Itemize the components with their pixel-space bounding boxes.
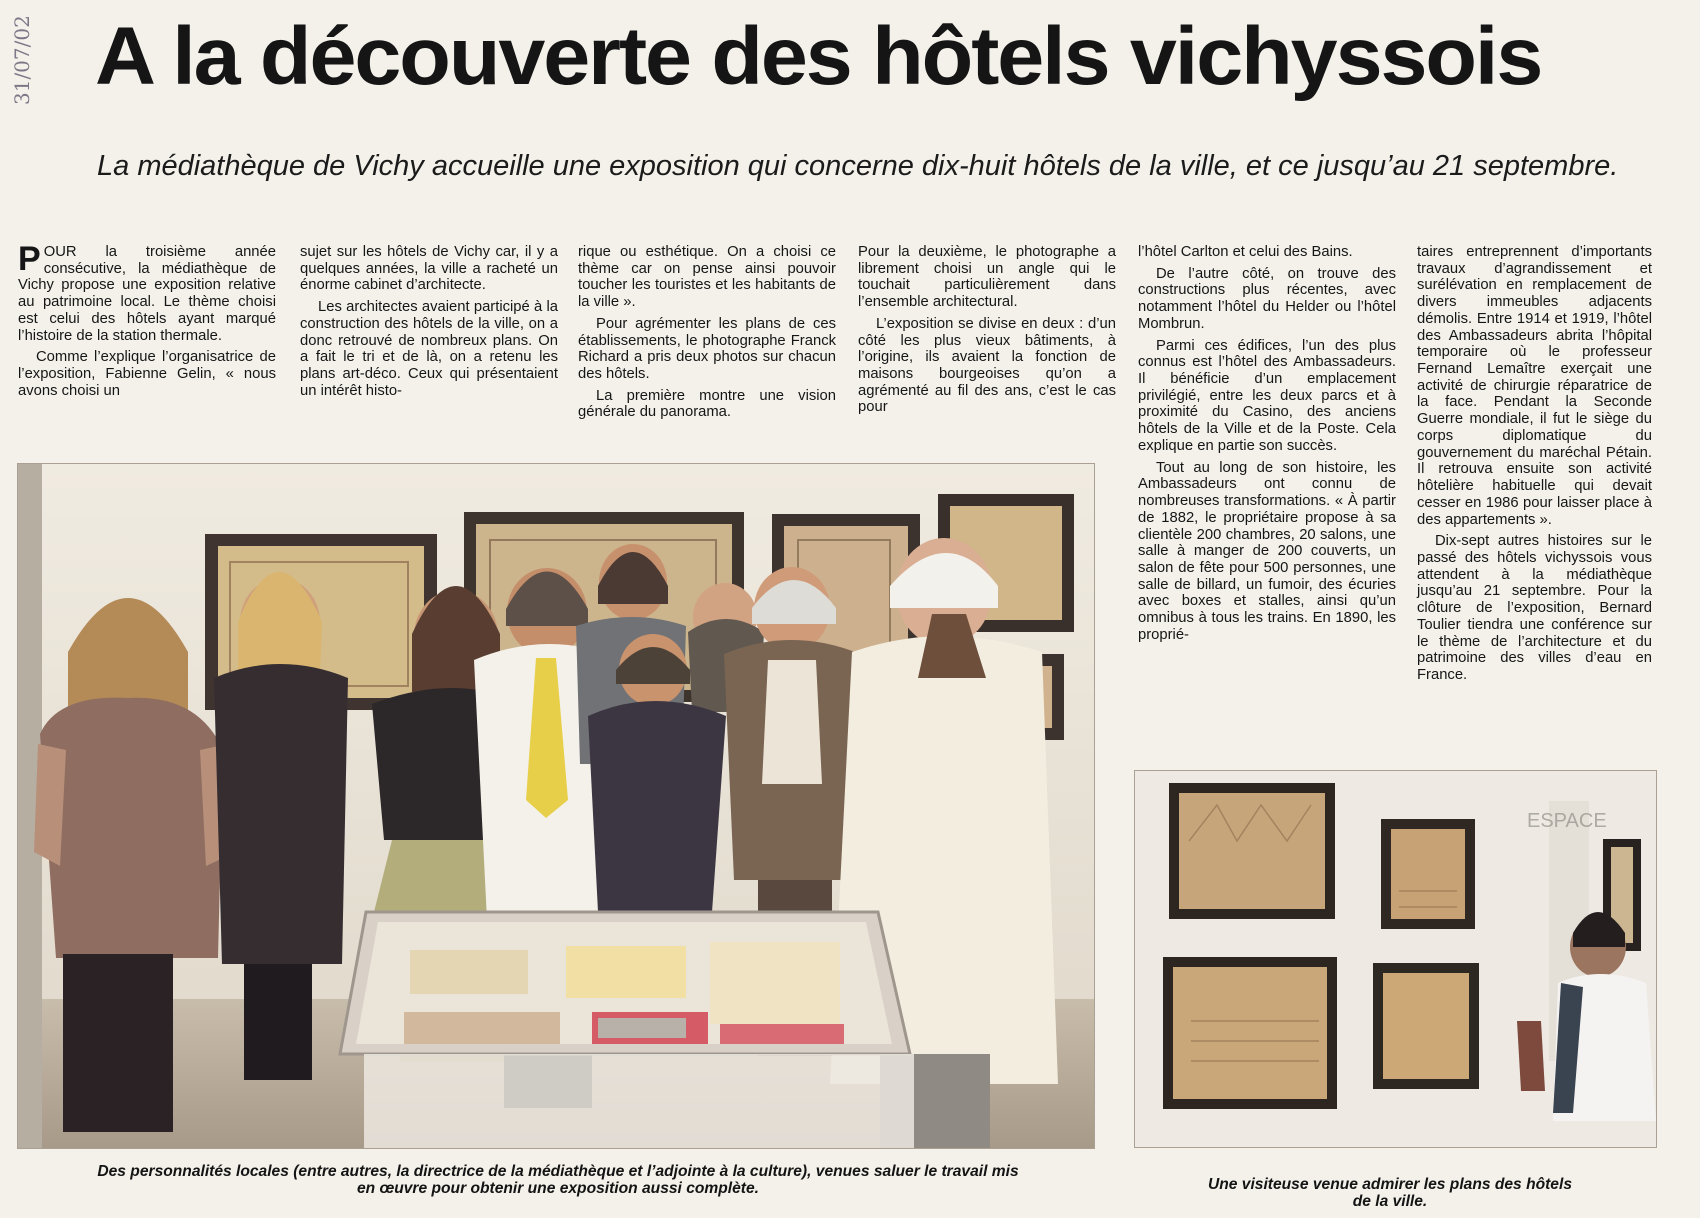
article-headline: A la découverte des hôtels vichyssois: [95, 11, 1542, 102]
article-column-4: [858, 244, 1116, 421]
handwritten-date: 31/07/02: [10, 15, 34, 105]
article-subheadline: La médiathèque de Vichy accueille une exposition qui concerne dix-huit hôtels de la ville, et ce jusqu’au 21 septembre.: [97, 150, 1619, 182]
paragraph: La première montre une vision générale du panorama.: [578, 387, 836, 421]
paragraph: Parmi ces édifices, l’un des plus connus est l’hôtel des Ambassadeurs. Il bénéficie d’un emplacement privilégié, entre les deux parcs et à proximité du Casino, des anciens hôtels de la Ville et de la Poste. Cela explique en partie son succès.: [1138, 337, 1396, 454]
article-column-1: [18, 240, 276, 404]
paragraph: l’hôtel Carlton et celui des Bains.: [1138, 244, 1353, 260]
paragraph: Dix-sept autres histoires sur le passé des hôtels vichyssois vous attendent à la médiathèque jusqu’au 21 septembre. Pour la clôture de l’exposition, Bernard Toulier tiendra une conférence sur le thème de l’architecture et du patrimoine des villes d’eau en France.: [1417, 533, 1652, 683]
paragraph: taires entreprennent d’importants travaux d’agrandissement et surélévation en remplacement de divers immeubles adjacents démolis. Entre 1914 et 1919, l’hôtel des Ambassadeurs abrita l’hôpital temporaire où le professeur Fernand Lemaître exerçait une activité de chirurgie réparatrice de la face. Pendant la Seconde Guerre mondiale, il fut le siège du corps diplomatique du gouvernement du maréchal Pétain. Il retrouva ensuite son activité hôtelière habituelle qui devait cesser en 1986 pour laisser place à des appartements ».: [1417, 244, 1652, 528]
drop-cap: P: [18, 240, 41, 278]
paragraph: L’exposition se divise en deux : d’un côté les plus vieux bâtiments, à l’origine, ils avaient la fonction de maisons bourgeoises qu’on a agrémenté au fil des ans, c’est le cas pour: [858, 315, 1116, 416]
group-photo: [17, 463, 1095, 1149]
paragraph-text: OUR la troisième année consécutive, la médiathèque de Vichy propose une exposition relative au patrimoine local. Le thème choisi est celui des hôtels ayant marqué l’histoire de la station thermale.: [18, 244, 276, 344]
paragraph: Pour agrémenter les plans de ces établissements, le photographe Franck Richard a pris deux photos sur chacun des hôtels.: [578, 315, 836, 383]
article-column-2: [300, 244, 558, 404]
svg-text:ESPACE: ESPACE: [1527, 810, 1607, 832]
main-photo-caption: Des personnalités locales (entre autres, la directrice de la médiathèque et l’adjointe à la culture), venues saluer le travail mis en œuvre pour obtenir une exposition aussi complète.: [97, 1163, 1019, 1198]
article-column-3: [578, 244, 836, 426]
paragraph: Pour la deuxième, le photographe a librement choisi un angle qui le touchait particulièrement dans l’ensemble architectural.: [858, 244, 1116, 311]
paragraph: sujet sur les hôtels de Vichy car, il y a quelques années, la ville a racheté un énorme cabinet d’architecte.: [300, 244, 558, 294]
paragraph: De l’autre côté, on trouve des constructions plus récentes, avec notamment l’hôtel du Helder ou l’hôtel Mombrun.: [1138, 265, 1396, 332]
paragraph: Comme l’explique l’organisatrice de l’exposition, Fabienne Gelin, « nous avons choisi un: [18, 349, 276, 399]
group-photo-illustration: [18, 464, 1094, 1148]
paragraph: Tout au long de son histoire, les Ambassadeurs ont connu de nombreuses transformations. « À partir de 1882, le propriétaire propose à sa clientèle 200 chambres, 20 salons, une salle à manger de 200 couverts, un salon de fête pour 500 personnes, une salle de billard, un fumoir, des écuries avec boxes et stalles, ainsi qu’un omnibus à tous les trains. En 1890, les proprié-: [1138, 459, 1396, 643]
visitor-photo: [1134, 770, 1657, 1148]
side-photo-caption: Une visiteuse venue admirer les plans des hôtels de la ville.: [1207, 1176, 1572, 1211]
paragraph: Les architectes avaient participé à la construction des hôtels de la ville, on a donc retrouvé de nombreux plans. On a fait le tri et de là, on a retenu les plans art-déco. Ceux qui présentaient un intérêt histo-: [300, 299, 558, 399]
article-column-5: [1138, 244, 1396, 649]
visitor-photo-illustration: [1135, 771, 1656, 1147]
article-column-6: [1417, 244, 1652, 689]
paragraph: rique ou esthétique. On a choisi ce thème car on pense ainsi pouvoir toucher les touristes et les habitants de la ville ».: [578, 244, 836, 311]
paragraph: [18, 240, 276, 344]
